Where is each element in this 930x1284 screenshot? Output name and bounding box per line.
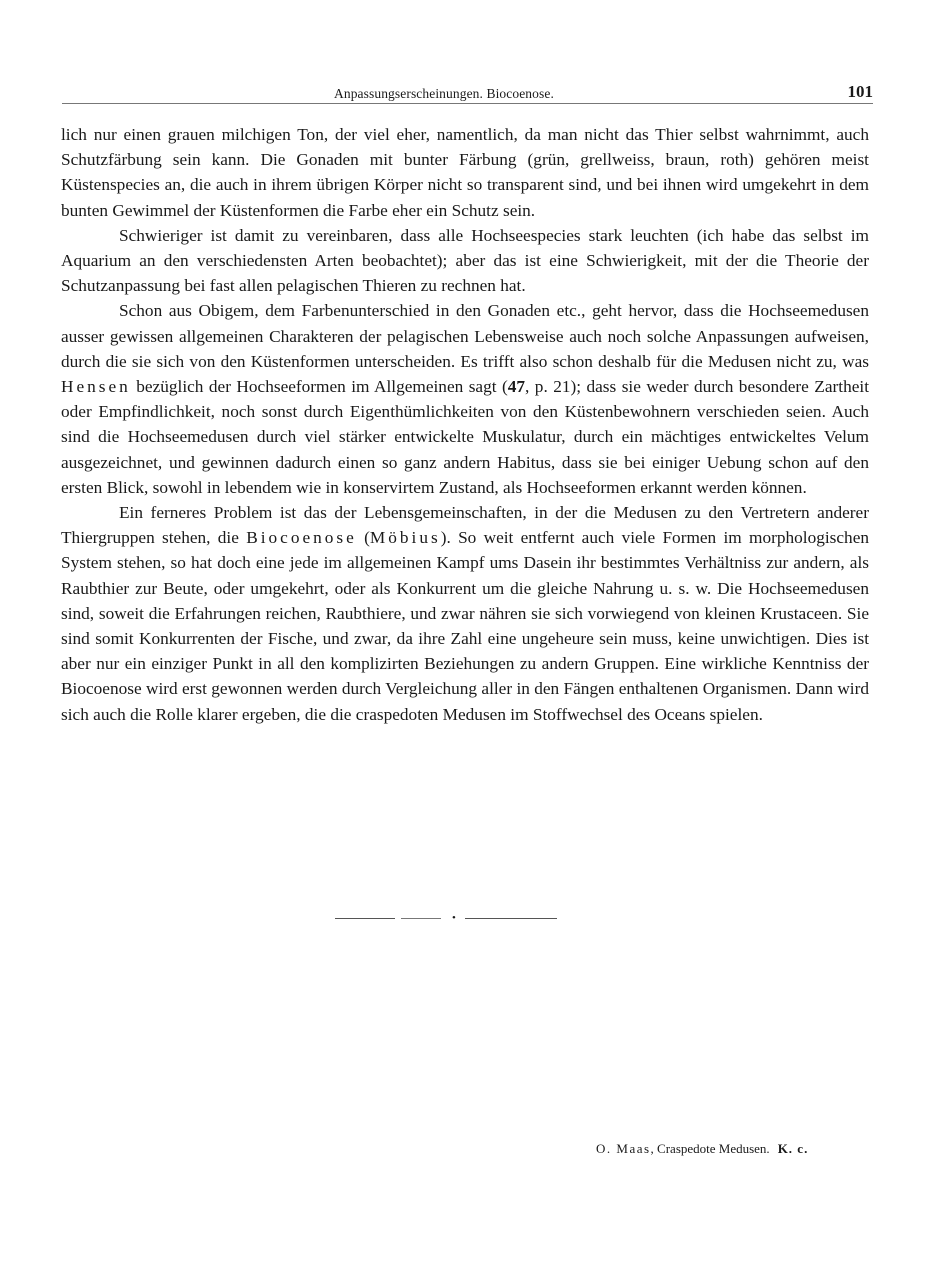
ornament-line	[465, 918, 557, 919]
ornament-line	[401, 918, 441, 919]
footer-title: , Craspedote Medusen.	[650, 1141, 770, 1156]
paragraph-text: Schwieriger ist damit zu vereinbaren, dass alle Hochseespecies stark leuchten (ich habe das selbst im Aquarium an den verschiedensten Arten beobachtet); aber das ist eine Schwierigkeit, mit der die Theorie der Schutzanpassung bei fast allen pelagischen Thieren zu rechnen hat.	[61, 225, 869, 296]
footer-author: O. Maas	[596, 1141, 651, 1156]
ornament-dot: •	[452, 912, 456, 924]
running-title: Anpassungserscheinungen. Biocoenose.	[334, 86, 554, 101]
paragraph-text: ). So weit entfernt auch viele Formen im morphologischen System stehen, so hat doch eine jede im allgemeinen Kampf ums Dasein ihr bestimmtes Verhältniss zur andern, als Raubthier zur Beute, oder umgekehrt, oder als Konkurrent um die gleiche Nahrung u. s. w. Die Hochseemedusen sind, soweit die Erfahrungen reichen, Raubthiere, und zwar nähren sie sich vorwiegend von kleinen Krustaceen. Sie sind somit Konkurrenten der Fische, und zwar, da ihre Zahl eine ungeheure sein muss, keine unwichtigen. Dies ist aber nur ein einziger Punkt in all den komplizirten Beziehungen zu andern Gruppen. Eine wirkliche Kenntniss der Biocoenose wird erst gewonnen werden durch Vergleichung aller in den Fängen enthaltenen Organismen. Dann wird sich auch die Rolle klarer ergeben, die die craspedoten Medusen im Stoffwechsel des Oceans spielen.	[61, 528, 870, 724]
paragraph	[61, 122, 869, 223]
author-name-spaced: Hensen	[61, 377, 131, 397]
paragraph-text: bezüglich der Hochseeformen im Allgemeinen sagt (	[130, 377, 508, 397]
paragraph	[61, 223, 869, 299]
ornament-line	[335, 918, 395, 919]
header-rule	[62, 103, 873, 104]
page-footer	[596, 1141, 808, 1157]
paragraph-text: lich nur einen grauen milchigen Ton, der viel eher, namentlich, da man nicht das Thier selbst wahrnimmt, auch Schutzfärbung sein kann. Die Gonaden mit bunter Färbung (grün, grellweiss, braun, roth) gehören meist Küstenspecies an, die auch in ihrem übrigen Körper nicht so transparent sind, und bei ihnen wird umgekehrt in dem bunten Gewimmel der Küstenformen die Farbe eher ein Schutz sein.	[61, 125, 869, 220]
term-spaced: Biocoenose	[246, 528, 357, 548]
paragraph-text: Ein ferneres Problem ist das der Lebensgemeinschaften, in der die Medusen zu den Vertretern anderer Thiergruppen stehen, die	[61, 503, 869, 548]
paragraph-text: Schon aus Obigem, dem Farbenunterschied in den Gonaden etc., geht hervor, dass die Hochseemedusen ausser gewissen allgemeinen Charakteren der pelagischen Lebensweise auch noch solche Anpassungen aufweisen, durch die sie sich von den Küstenformen unterscheiden. Es trifft also schon deshalb für die Medusen nicht zu, was	[61, 301, 869, 371]
reference-number: 47	[507, 377, 526, 397]
body-text	[61, 122, 869, 727]
page-number: 101	[847, 82, 873, 101]
signature-mark: K. c.	[777, 1141, 809, 1156]
page-header	[62, 80, 873, 106]
section-end-ornament	[335, 912, 560, 924]
paragraph	[61, 298, 869, 500]
paragraph	[61, 500, 869, 727]
author-name-spaced: Möbius	[369, 528, 441, 548]
paragraph-text: (	[356, 528, 370, 548]
paragraph-text: , p. 21); dass sie weder durch besondere Zartheit oder Empfindlichkeit, noch sonst durch Eigenthümlichkeiten von den Küstenbewohnern verschieden seien. Auch sind die Hochseemedusen durch viel stärker entwickelte Muskulatur, durch ein mächtiges entwickeltes Velum ausgezeichnet, und gewinnen dadurch einen so ganz andern Habitus, dass sie bei einiger Uebung schon auf den ersten Blick, sowohl in lebendem wie in konservirtem Zustand, als Hochseeformen erkannt werden können.	[61, 377, 869, 497]
